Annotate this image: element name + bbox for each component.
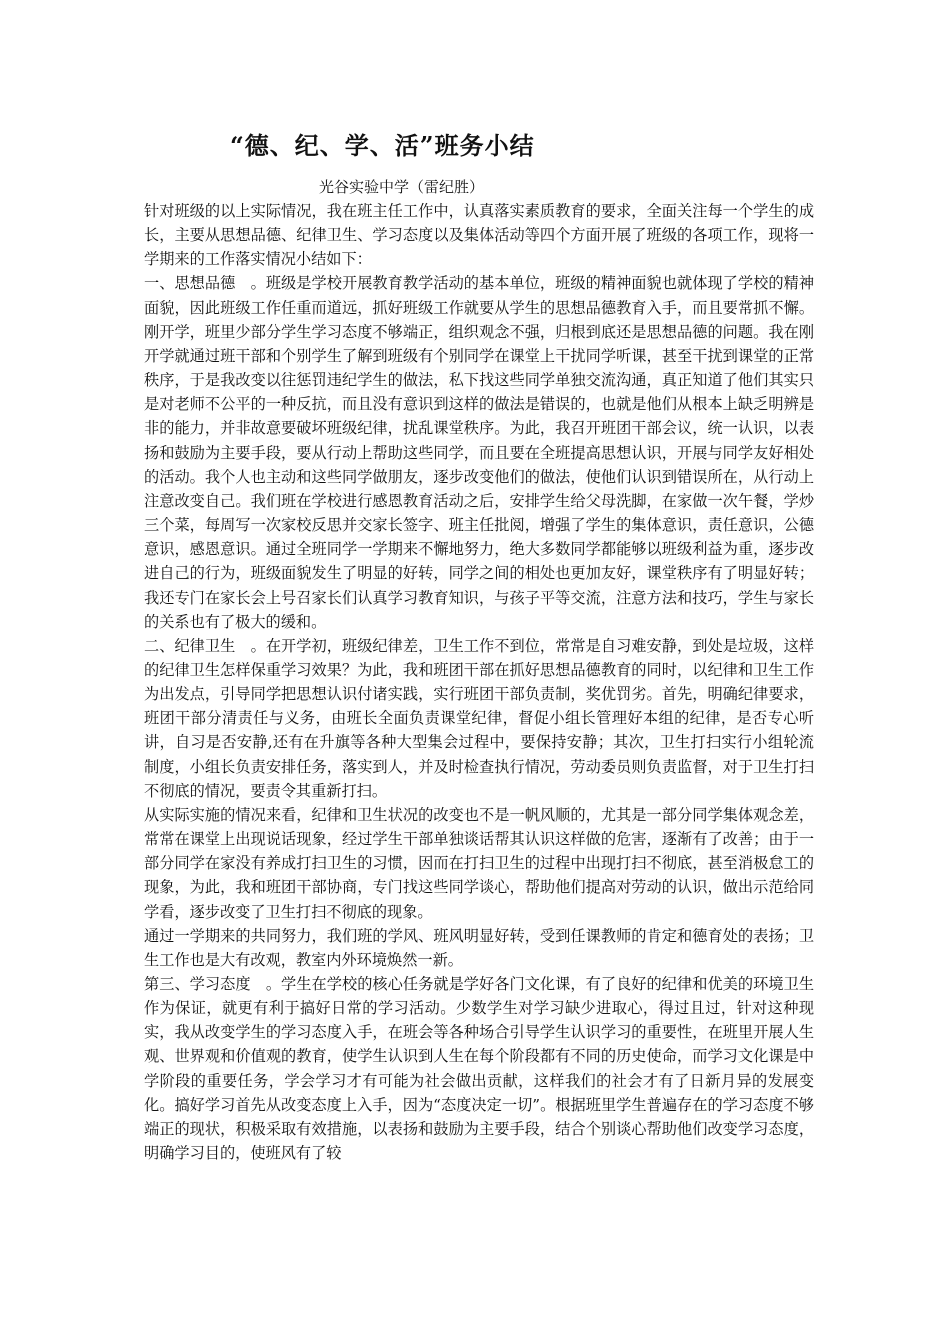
author-line: 光谷实验中学（雷纪胜）	[319, 178, 485, 196]
section-moral-paragraph: 一、思想品德 。班级是学校开展教育教学活动的基本单位，班级的精神面貌也就体现了学校的精神面貌，因此班级工作任重而道远，抓好班级工作就要从学生的思想品德教育入手，而且要常抓不懈。刚开学，班里少部分学生学习态度不够端正，组织观念不强，归根到底还是思想品德的问题。我在刚开学就通过班干部和个别学生了解到班级有个别同学在课堂上干扰同学听课，甚至干扰到课堂的正常秩序，于是我改变以往惩罚违纪学生的做法，私下找这些同学单独交流沟通，真正知道了他们其实只是对老师不公平的一种反抗，而且没有意识到这样的做法是错误的，也就是他们从根本上缺乏明辨是非的能力，并非故意要破坏班级纪律，扰乱课堂秩序。为此，我召开班团干部会议，统一认识，以表扬和鼓励为主要手段，要从行动上帮助这些同学，而且要在全班提高思想认识，开展与同学友好相处的活动。我个人也主动和这些同学做朋友，逐步改变他们的做法，使他们认识到错误所在，从行动上注意改变自己。我们班在学校进行感恩教育活动之后，安排学生给父母洗脚，在家做一次午餐，学炒三个菜，每周写一次家校反思并交家长签字、班主任批阅，增强了学生的集体意识，责任意识，公德意识，感恩意识。通过全班同学一学期来不懈地努力，绝大多数同学都能够以班级利益为重，逐步改进自己的行为，班级面貌发生了明显的好转，同学之间的相处也更加友好，课堂秩序有了明显好转；我还专门在家长会上号召家长们认真学习教育知识，与孩子平等交流，注意方法和技巧，学生与家长的关系也有了极大的缓和。	[144, 274, 814, 631]
discipline-implementation-paragraph: 从实际实施的情况来看，纪律和卫生状况的改变也不是一帆风顺的，尤其是一部分同学集体观念差，常常在课堂上出现说话现象，经过学生干部单独谈话帮其认识这样做的危害，逐渐有了改善；由于一部分同学在家没有养成打扫卫生的习惯，因而在打扫卫生的过程中出现打扫不彻底，甚至消极怠工的现象，为此，我和班团干部协商，专门找这些同学谈心，帮助他们提高对劳动的认识，做出示范给同学看，逐步改变了卫生打扫不彻底的现象。	[144, 805, 814, 921]
discipline-result-paragraph: 通过一学期来的共同努力，我们班的学风、班风明显好转，受到任课教师的肯定和德育处的表扬；卫生工作也是大有改观，教室内外环境焕然一新。	[144, 926, 814, 969]
section-discipline-paragraph: 二、纪律卫生 。在开学初，班级纪律差，卫生工作不到位，常常是自习难安静，到处是垃圾，这样的纪律卫生怎样保重学习效果？为此，我和班团干部在抓好思想品德教育的同时，以纪律和卫生工作为出发点，引导同学把思想认识付诸实践，实行班团干部负责制，奖优罚劣。首先，明确纪律要求，班团干部分清责任与义务，由班长全面负责课堂纪律，督促小组长管理好本组的纪律，是否专心听讲，自习是否安静,还有在升旗等各种大型集会过程中，要保持安静；其次，卫生打扫实行小组轮流制度，小组长负责安排任务，落实到人，并及时检查执行情况，劳动委员则负责监督，对于卫生打扫不彻底的情况，要责令其重新打扫。	[144, 636, 814, 800]
intro-paragraph: 针对班级的以上实际情况，我在班主任工作中，认真落实素质教育的要求，全面关注每一个学生的成长，主要从思想品德、纪律卫生、学习态度以及集体活动等四个方面开展了班级的各项工作，现将一学期来的工作落实情况小结如下：	[144, 202, 814, 269]
section-study-paragraph: 第三、学习态度 。学生在学校的核心任务就是学好各门文化课，有了良好的纪律和优美的环境卫生作为保证，就更有利于搞好日常的学习活动。少数学生对学习缺少进取心，得过且过，针对这种现实，我从改变学生的学习态度入手，在班会等各种场合引导学生认识学习的重要性，在班里开展人生观、世界观和价值观的教育，使学生认识到人生在每个阶段都有不同的历史使命，而学习文化课是中学阶段的重要任务，学会学习才有可能为社会做出贡献，这样我们的社会才有了日新月异的发展变化。搞好学习首先从改变态度上入手，因为“态度决定一切”。根据班里学生普遍存在的学习态度不够端正的现状，积极采取有效措施，以表扬和鼓励为主要手段，结合个别谈心帮助他们改变学习态度，明确学习目的，使班风有了较	[144, 975, 814, 1163]
document-body	[144, 199, 814, 1165]
document-title: “德、纪、学、活”班务小结	[230, 131, 535, 160]
